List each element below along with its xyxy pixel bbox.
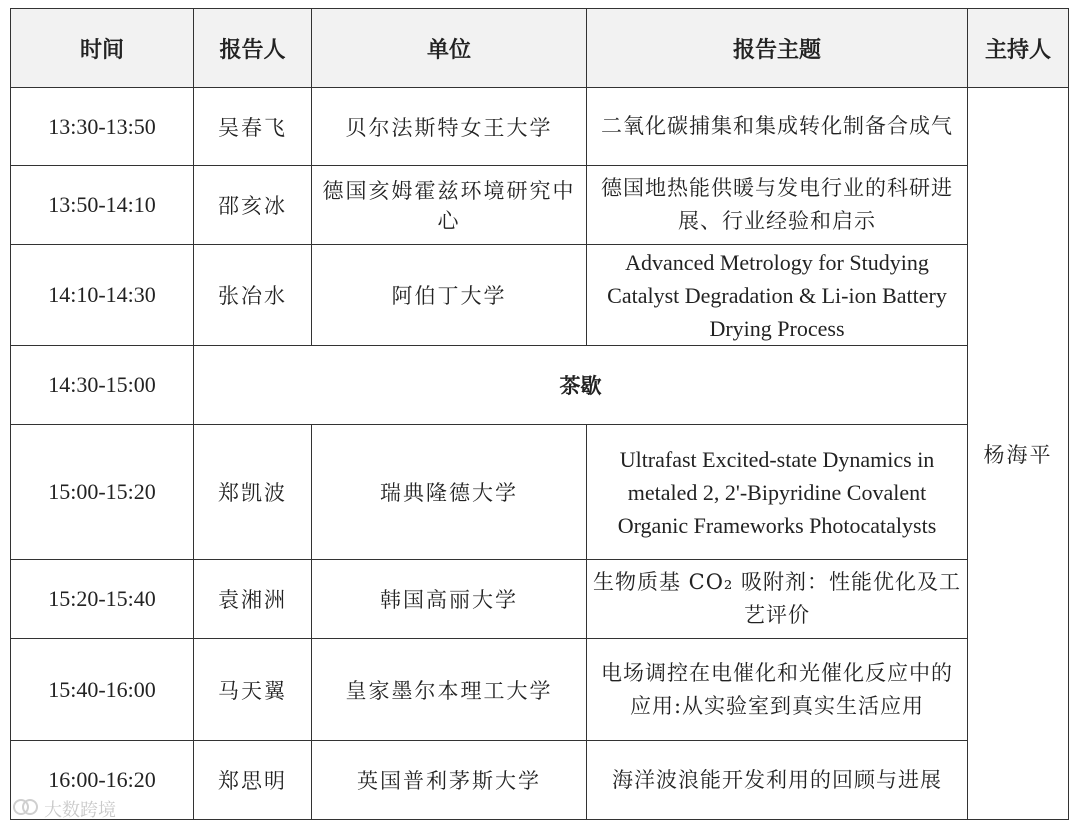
watermark-text: 大数跨境 — [44, 800, 116, 821]
topic-cell: 电场调控在电催化和光催化反应中的应用:从实验室到真实生活应用 — [587, 639, 968, 741]
topic-cell: Advanced Metrology for Studying Catalyst Degradation & Li-ion Battery Drying Process — [587, 245, 968, 346]
time-cell: 15:20-15:40 — [11, 560, 194, 639]
table-row — [11, 425, 1069, 560]
watermark — [12, 796, 116, 822]
speaker-cell: 吴春飞 — [194, 88, 312, 166]
institution-cell: 阿伯丁大学 — [312, 245, 587, 346]
time-cell: 13:50-14:10 — [11, 166, 194, 245]
institution-cell: 瑞典隆德大学 — [312, 425, 587, 560]
header-speaker: 报告人 — [194, 9, 312, 88]
speaker-cell: 邵亥冰 — [194, 166, 312, 245]
table-row — [11, 639, 1069, 741]
header-time: 时间 — [11, 9, 194, 88]
institution-cell: 英国普利茅斯大学 — [312, 741, 587, 820]
institution-cell: 贝尔法斯特女王大学 — [312, 88, 587, 166]
host-cell: 杨海平 — [968, 88, 1069, 820]
table-row — [11, 245, 1069, 346]
institution-cell: 韩国高丽大学 — [312, 560, 587, 639]
topic-cell: 生物质基 CO₂ 吸附剂：性能优化及工艺评价 — [587, 560, 968, 639]
topic-cell: 德国地热能供暖与发电行业的科研进展、行业经验和启示 — [587, 166, 968, 245]
time-cell: 15:40-16:00 — [11, 639, 194, 741]
institution-cell: 德国亥姆霍兹环境研究中心 — [312, 166, 587, 245]
time-cell: 13:30-13:50 — [11, 88, 194, 166]
break-row — [11, 346, 1069, 425]
header-topic: 报告主题 — [587, 9, 968, 88]
speaker-cell: 郑凯波 — [194, 425, 312, 560]
time-cell: 14:30-15:00 — [11, 346, 194, 425]
topic-cell: Ultrafast Excited-state Dynamics in metaled 2, 2'-Bipyridine Covalent Organic Frameworks Photocatalysts — [587, 425, 968, 560]
break-label: 茶歇 — [194, 346, 968, 425]
header-institution: 单位 — [312, 9, 587, 88]
header-host: 主持人 — [968, 9, 1069, 88]
speaker-cell: 马天翼 — [194, 639, 312, 741]
time-cell: 15:00-15:20 — [11, 425, 194, 560]
topic-cell: 海洋波浪能开发利用的回顾与进展 — [587, 741, 968, 820]
speaker-cell: 郑思明 — [194, 741, 312, 820]
institution-cell: 皇家墨尔本理工大学 — [312, 639, 587, 741]
schedule-table — [10, 8, 1069, 820]
header-row — [11, 9, 1069, 88]
speaker-cell: 袁湘洲 — [194, 560, 312, 639]
speaker-cell: 张冶水 — [194, 245, 312, 346]
table-row — [11, 560, 1069, 639]
time-cell: 14:10-14:30 — [11, 245, 194, 346]
time-cell: 16:00-16:20 — [11, 741, 194, 820]
table-row — [11, 166, 1069, 245]
topic-cell: 二氧化碳捕集和集成转化制备合成气 — [587, 88, 968, 166]
logo-icon — [12, 797, 40, 822]
table-row — [11, 88, 1069, 166]
table-row — [11, 741, 1069, 820]
